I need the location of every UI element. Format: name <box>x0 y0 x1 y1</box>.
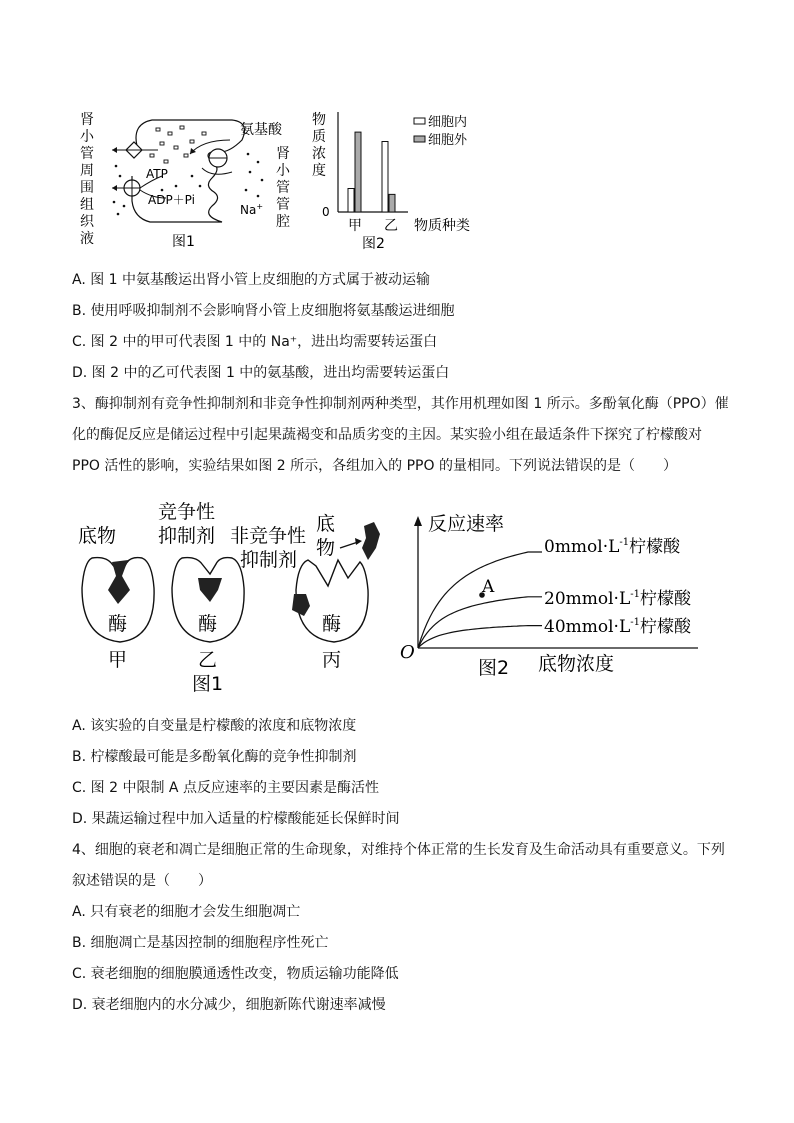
bar-乙-细胞外 <box>389 194 395 212</box>
q4-option-a: A. 只有衰老的细胞才会发生细胞凋亡 <box>72 904 301 920</box>
curve-0mmol·L-1柠檬酸 <box>418 552 542 648</box>
legend-swatch-inside <box>414 118 425 124</box>
left-label-char: 周 <box>80 163 94 179</box>
ylabel-char: 质 <box>312 129 326 145</box>
q3-option-b: B. 柠檬酸最可能是多酚氧化酶的竞争性抑制剂 <box>72 749 357 765</box>
q2-bars <box>348 132 395 212</box>
left-label-char: 组 <box>80 197 94 213</box>
q3-fig2-caption: 图2 <box>478 657 510 679</box>
arrow-icon <box>340 542 358 548</box>
left-label-char: 管 <box>80 146 94 162</box>
right-label-char: 管 <box>276 197 290 213</box>
x-axis-title: 物质种类 <box>414 218 470 234</box>
legend <box>414 114 468 148</box>
bar-乙-细胞内 <box>382 142 388 213</box>
x-axis-title: 底物浓度 <box>538 653 615 675</box>
origin-label: O <box>400 642 415 663</box>
legend-label: 细胞外 <box>428 133 468 148</box>
left-label-char: 围 <box>80 180 94 196</box>
q3-stem-line: 化的酶促反应是储运过程中引起果蔬褐变和品质劣变的主因。某实验小组在最适条件下探究了柠檬酸对 <box>72 427 702 443</box>
x-category-label: 乙 <box>384 218 398 234</box>
q3-option-a: A. 该实验的自变量是柠檬酸的浓度和底物浓度 <box>72 718 357 734</box>
q3-figure2-chart <box>398 508 718 688</box>
q2-option-d: D. 图 2 中的乙可代表图 1 中的氨基酸，进出均需要转运蛋白 <box>72 365 450 381</box>
substrate-label-c: 底 <box>316 513 336 535</box>
right-label-char: 小 <box>276 163 290 179</box>
q2-figure1 <box>72 106 302 256</box>
curve-40mmol·L-1柠檬酸 <box>418 626 542 648</box>
right-label-char: 肾 <box>276 146 290 162</box>
q2-option-a: A. 图 1 中氨基酸运出肾小管上皮细胞的方式属于被动运输 <box>72 272 431 288</box>
y-axis-title: 反应速率 <box>428 513 505 535</box>
q3-stem-line: PPO 活性的影响，实验结果如图 2 所示，各组加入的 PPO 的量相同。下列说法错误的是（ ） <box>72 458 677 474</box>
q2-option-c: C. 图 2 中的甲可代表图 1 中的 Na⁺，进出均需要转运蛋白 <box>72 334 438 350</box>
panel-label-jia: 甲 <box>108 649 128 671</box>
atp-label: ATP <box>146 167 168 181</box>
ylabel-char: 物 <box>312 112 326 128</box>
right-label-char: 管 <box>276 180 290 196</box>
curve-20mmol·L-1柠檬酸 <box>418 597 542 648</box>
q2-figure2-chart <box>308 108 488 256</box>
q3-figure1 <box>72 498 402 698</box>
bar-甲-细胞内 <box>348 189 354 213</box>
noncompetitive-label: 抑制剂 <box>240 549 298 571</box>
q4-stem-line: 叙述错误的是（ ） <box>72 873 212 889</box>
ylabel-char: 度 <box>312 163 326 179</box>
x-category-label: 甲 <box>348 218 362 234</box>
right-label-char: 腔 <box>276 214 290 230</box>
series-label: $40mmol\cdot L^{-1}$柠檬酸 <box>544 617 691 637</box>
series-label: $0mmol\cdot L^{-1}$柠檬酸 <box>544 537 681 557</box>
panel-label-bing: 丙 <box>322 649 342 671</box>
series-label: $20mmol\cdot L^{-1}$柠檬酸 <box>544 589 691 609</box>
q2-fig1-right-label <box>276 145 291 230</box>
q4-stem-line: 4、细胞的衰老和凋亡是细胞正常的生命现象，对维持个体正常的生长发育及生命活动具有重要意义。下列 <box>72 842 725 858</box>
left-label-char: 小 <box>80 129 94 145</box>
noncompetitive-label: 非竞争性 <box>230 525 307 547</box>
enzyme-label: 酶 <box>322 613 342 635</box>
enzyme-label: 酶 <box>198 613 218 635</box>
q3-option-d: D. 果蔬运输过程中加入适量的柠檬酸能延长保鲜时间 <box>72 811 400 827</box>
q4-option-c: C. 衰老细胞的细胞膜通透性改变，物质运输功能降低 <box>72 966 399 982</box>
enzyme-label: 酶 <box>108 613 128 635</box>
q4-option-d: D. 衰老细胞内的水分减少，细胞新陈代谢速率减慢 <box>72 997 386 1013</box>
ylabel-char: 浓 <box>312 146 326 162</box>
free-substrate-shape <box>362 522 380 560</box>
q3-option-c: C. 图 2 中限制 A 点反应速率的主要因素是酶活性 <box>72 780 379 796</box>
q3-stem-line: 3、酶抑制剂有竞争性抑制剂和非竞争性抑制剂两种类型，其作用机理如图 1 所示。多酚氧化酶（PPO）催 <box>72 396 729 412</box>
substrate-label: 底物 <box>78 525 117 547</box>
substrate-label-c: 物 <box>316 537 336 559</box>
point-a-label: A <box>482 577 495 597</box>
q2-fig1-left-label <box>80 111 95 247</box>
q2-fig1-caption: 图1 <box>172 234 195 250</box>
left-label-char: 肾 <box>80 112 94 128</box>
q2-fig2-ylabel <box>312 111 326 179</box>
left-label-char: 液 <box>80 231 94 247</box>
q3-curves <box>418 552 542 648</box>
q4-option-b: B. 细胞凋亡是基因控制的细胞程序性死亡 <box>72 935 329 951</box>
q3-fig1-caption: 图1 <box>192 673 224 695</box>
q2-fig2-caption: 图2 <box>362 236 385 252</box>
na-label: Na+ <box>240 202 264 217</box>
legend-swatch-outside <box>414 136 425 142</box>
panel-label-yi: 乙 <box>198 649 218 671</box>
q2-option-b: B. 使用呼吸抑制剂不会影响肾小管上皮细胞将氨基酸运进细胞 <box>72 303 455 319</box>
competitive-label: 抑制剂 <box>158 525 216 547</box>
zero-label: 0 <box>322 205 330 219</box>
amino-acid-label: 氨基酸 <box>240 122 282 138</box>
legend-label: 细胞内 <box>428 115 468 130</box>
adp-label: ADP＋Pi <box>148 193 195 207</box>
left-label-char: 织 <box>80 214 94 230</box>
bar-甲-细胞外 <box>355 132 361 212</box>
competitive-label: 竞争性 <box>158 501 216 523</box>
